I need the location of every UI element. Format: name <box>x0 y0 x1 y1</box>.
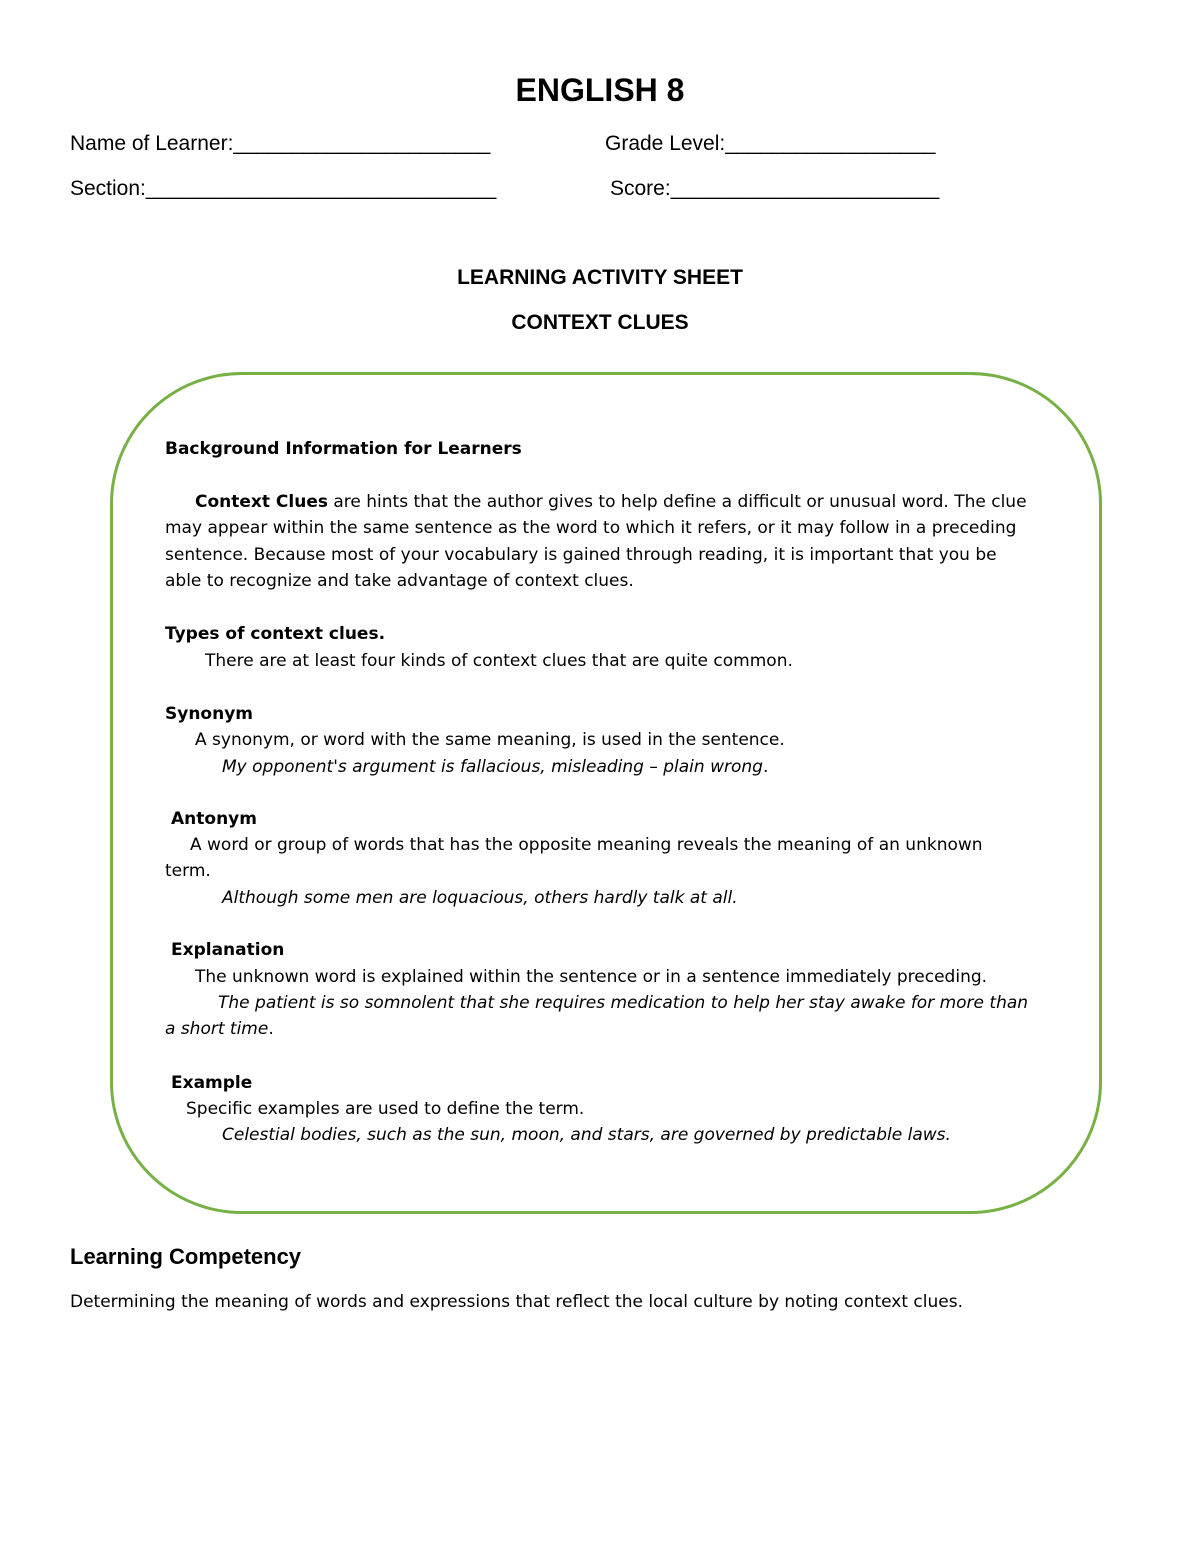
explanation-heading: Explanation <box>171 940 285 960</box>
types-text: There are at least four kinds of context clues that are quite common. <box>205 651 793 671</box>
intro-line-4: able to recognize and take advantage of context clues. <box>165 571 634 591</box>
page-title: ENGLISH 8 <box>515 72 685 108</box>
intro-line-1 <box>165 489 1045 516</box>
learning-competency-text: Determining the meaning of words and expressions that reflect the local culture by noting context clues. <box>70 1292 963 1312</box>
antonym-text-line-1: A word or group of words that has the opposite meaning reveals the meaning of an unknown <box>190 835 983 855</box>
synonym-example-period: . <box>762 757 769 777</box>
example-heading: Example <box>171 1073 253 1093</box>
explanation-example-period: . <box>268 1019 274 1039</box>
sheet-title: LEARNING ACTIVITY SHEET <box>457 266 743 289</box>
synonym-text: A synonym, or word with the same meaning, is used in the sentence. <box>195 730 785 750</box>
antonym-example: Although some men are loquacious, others hardly talk at all. <box>222 888 738 908</box>
example-example: Celestial bodies, such as the sun, moon, and stars, are governed by predictable laws. <box>222 1125 951 1145</box>
grade-level-field[interactable]: Grade Level:__________________ <box>605 132 936 155</box>
topic-title: CONTEXT CLUES <box>511 311 689 334</box>
antonym-text-line-2: term. <box>165 861 211 881</box>
example-text: Specific examples are used to define the term. <box>186 1099 585 1119</box>
synonym-heading: Synonym <box>165 704 254 724</box>
explanation-example-end: a short time <box>165 1019 269 1039</box>
explanation-example-line-2 <box>165 1016 1045 1043</box>
background-heading: Background Information for Learners <box>165 439 522 459</box>
learning-competency-heading: Learning Competency <box>70 1244 302 1269</box>
types-heading: Types of context clues. <box>165 624 386 644</box>
explanation-text: The unknown word is explained within the sentence or in a sentence immediately preceding. <box>195 967 988 987</box>
intro-line-3: sentence. Because most of your vocabulary is gained through reading, it is important that you be <box>165 545 997 565</box>
antonym-heading: Antonym <box>171 809 257 829</box>
score-field[interactable]: Score:_______________________ <box>610 177 940 200</box>
intro-line-1-text: are hints that the author gives to help define a difficult or unusual word. The clue <box>327 492 1027 512</box>
context-clues-term: Context Clues <box>195 492 328 512</box>
section-field[interactable]: Section:______________________________ <box>70 177 497 200</box>
explanation-example-line-1: The patient is so somnolent that she requires medication to help her stay awake for more than <box>218 993 1029 1013</box>
synonym-example-sentence: My opponent's argument is fallacious, misleading – plain wrong <box>222 757 763 777</box>
intro-line-2: may appear within the same sentence as the word to which it refers, or it may follow in a preceding <box>165 518 1017 538</box>
synonym-example <box>222 754 1102 781</box>
name-of-learner-field[interactable]: Name of Learner:______________________ <box>70 132 491 155</box>
